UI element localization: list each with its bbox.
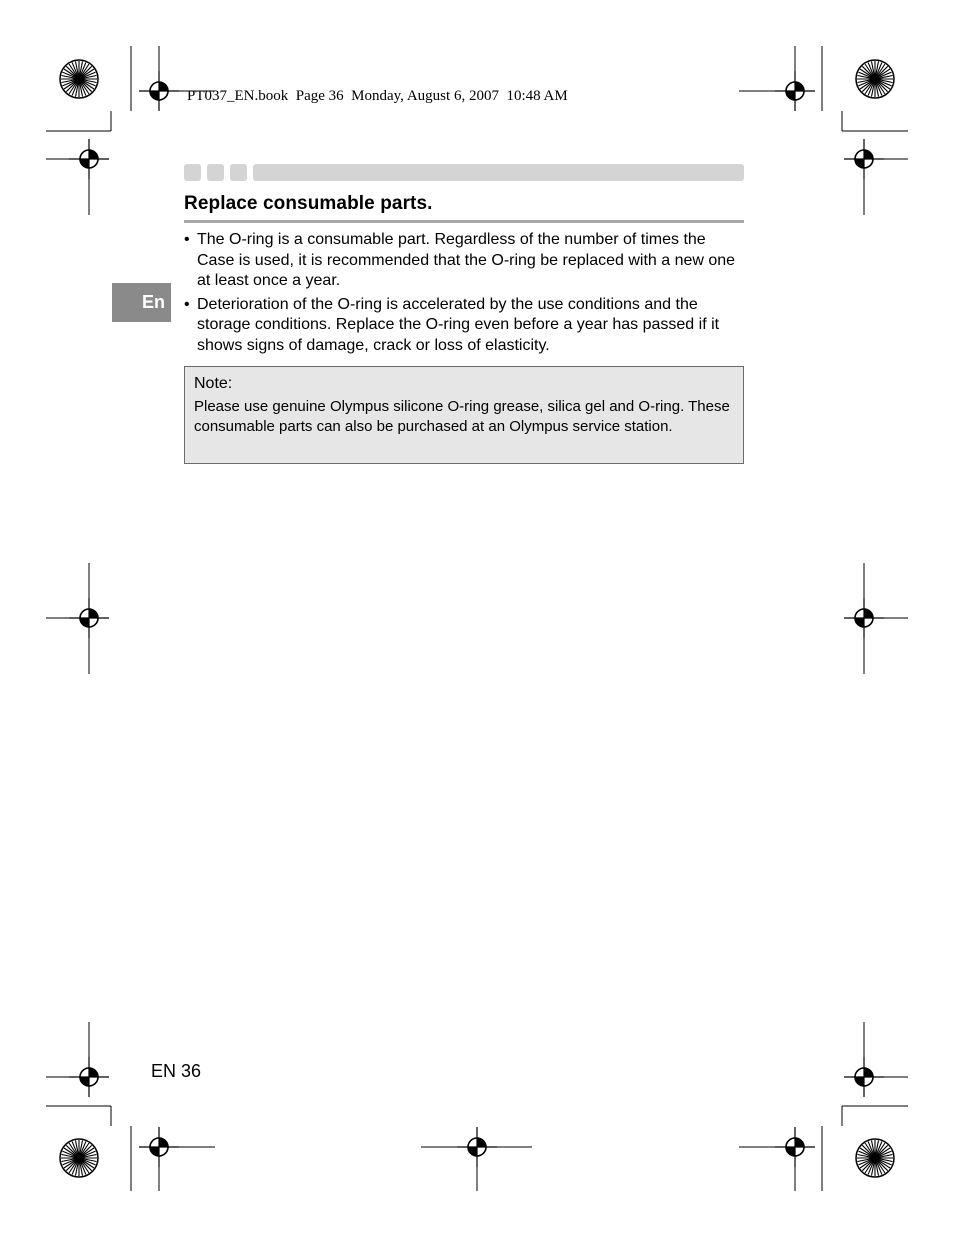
bullet-text: The O-ring is a consumable part. Regardless of the number of times the Case is used, it is recommended that the O-ring be replaced with a new one at least once a year. — [197, 231, 736, 289]
title-underline — [184, 220, 744, 223]
print-info-header: PT037_EN.book Page 36 Monday, August 6, 2007 10:48 AM — [187, 88, 568, 104]
crop-mark-icon — [46, 46, 908, 1191]
bullet-list — [184, 230, 746, 359]
bullet-icon: • — [184, 231, 190, 248]
starburst-target-icon — [856, 1139, 894, 1177]
tab-square — [207, 164, 224, 181]
tab-square — [230, 164, 247, 181]
tab-bar-long — [253, 164, 744, 181]
note-text: Please use genuine Olympus silicone O-ring grease, silica gel and O-ring. These consumable parts can also be purchased at an Olympus service station. — [194, 398, 730, 435]
starburst-target-icon — [60, 60, 98, 98]
bullet-icon: • — [184, 295, 190, 313]
list-item — [184, 295, 746, 357]
language-tab: En — [112, 283, 171, 322]
starburst-target-icon — [856, 60, 894, 98]
note-box — [184, 366, 744, 464]
section-tab-bar — [184, 164, 744, 182]
starburst-target-icon — [60, 1139, 98, 1177]
tab-square — [184, 164, 201, 181]
bullet-text: Deterioration of the O-ring is accelerated by the use conditions and the storage conditions. Replace the O-ring even before a year has passed if it shows signs of damage, crack or loss of elasticity. — [197, 295, 720, 354]
page-number: EN 36 — [151, 1061, 202, 1081]
section-title: Replace consumable parts. — [184, 193, 433, 214]
note-label: Note: — [194, 375, 233, 392]
list-item — [184, 230, 746, 292]
